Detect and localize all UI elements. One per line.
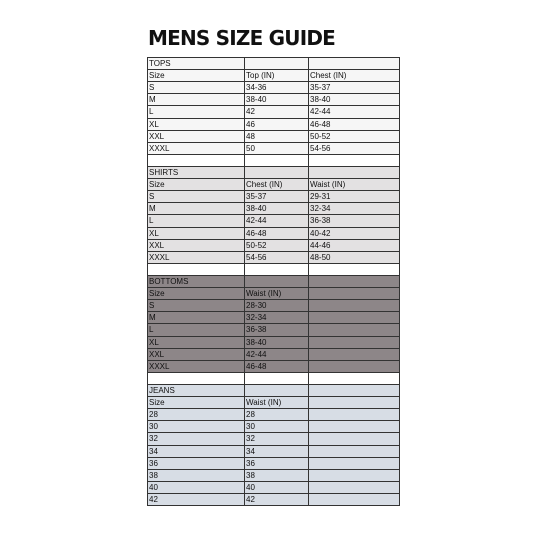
table-row: [148, 457, 400, 469]
column-header: Waist (IN): [245, 288, 309, 300]
table-cell: 40: [245, 481, 309, 493]
table-cell: 46: [245, 118, 309, 130]
table-row: [148, 445, 400, 457]
table-cell: L: [148, 215, 245, 227]
header-row-bottoms: [148, 288, 400, 300]
table-cell: L: [148, 106, 245, 118]
table-cell: 54-56: [245, 251, 309, 263]
table-cell: 38: [245, 469, 309, 481]
table-cell: 42: [245, 493, 309, 505]
table-cell: 34: [245, 445, 309, 457]
table-cell: XXXL: [148, 251, 245, 263]
table-cell: 32: [148, 433, 245, 445]
table-row: [148, 82, 400, 94]
column-header: Chest (IN): [245, 179, 309, 191]
spacer-row: [148, 263, 400, 275]
table-cell: XL: [148, 227, 245, 239]
header-row-tops: [148, 70, 400, 82]
table-cell: 35-37: [309, 82, 400, 94]
column-header: Size: [148, 397, 245, 409]
table-cell: 30: [245, 421, 309, 433]
table-cell: 38-40: [245, 203, 309, 215]
table-row: [148, 215, 400, 227]
table-cell: 42: [245, 106, 309, 118]
table-cell: 38-40: [245, 336, 309, 348]
table-cell: [309, 421, 400, 433]
table-cell: 28-30: [245, 300, 309, 312]
table-cell: 32-34: [245, 312, 309, 324]
table-cell: S: [148, 191, 245, 203]
table-cell: 40: [148, 481, 245, 493]
table-cell: 46-48: [245, 227, 309, 239]
table-cell: [309, 469, 400, 481]
table-row: [148, 203, 400, 215]
table-row: [148, 409, 400, 421]
spacer-row: [148, 154, 400, 166]
section-title-row-shirts: [148, 166, 400, 178]
table-cell: [309, 336, 400, 348]
table-cell: 46-48: [245, 360, 309, 372]
size-guide-table: [147, 57, 400, 506]
column-header: Size: [148, 179, 245, 191]
table-cell: 48: [245, 130, 309, 142]
table-cell: 32-34: [309, 203, 400, 215]
table-cell: 42: [148, 493, 245, 505]
table-row: [148, 348, 400, 360]
spacer-row: [148, 372, 400, 384]
section-title-row-jeans: [148, 384, 400, 396]
section-title-shirts: SHIRTS: [148, 166, 245, 178]
table-cell: 46-48: [309, 118, 400, 130]
table-cell: XL: [148, 336, 245, 348]
table-row: [148, 493, 400, 505]
column-header: Chest (IN): [309, 70, 400, 82]
table-row: [148, 142, 400, 154]
header-row-jeans: [148, 397, 400, 409]
table-cell: XXXL: [148, 360, 245, 372]
table-cell: 54-56: [309, 142, 400, 154]
table-cell: 38-40: [245, 94, 309, 106]
table-cell: XXL: [148, 348, 245, 360]
table-row: [148, 239, 400, 251]
table-cell: [309, 312, 400, 324]
table-row: [148, 481, 400, 493]
table-row: [148, 106, 400, 118]
table-row: [148, 94, 400, 106]
table-row: [148, 130, 400, 142]
table-cell: 29-31: [309, 191, 400, 203]
table-cell: 50-52: [245, 239, 309, 251]
size-guide-body: [148, 58, 400, 506]
column-header: Top (IN): [245, 70, 309, 82]
table-row: [148, 118, 400, 130]
table-row: [148, 433, 400, 445]
table-row: [148, 324, 400, 336]
section-title-jeans: JEANS: [148, 384, 245, 396]
table-cell: 34: [148, 445, 245, 457]
section-title-tops: TOPS: [148, 58, 245, 70]
table-row: [148, 336, 400, 348]
table-row: [148, 227, 400, 239]
table-cell: 36-38: [245, 324, 309, 336]
table-cell: 35-37: [245, 191, 309, 203]
column-header: [309, 288, 400, 300]
section-title-bottoms: BOTTOMS: [148, 275, 245, 287]
table-cell: 36-38: [309, 215, 400, 227]
section-title-row-bottoms: [148, 275, 400, 287]
table-cell: 44-46: [309, 239, 400, 251]
table-cell: 36: [148, 457, 245, 469]
column-header: [309, 397, 400, 409]
table-cell: 32: [245, 433, 309, 445]
table-cell: L: [148, 324, 245, 336]
table-cell: [309, 493, 400, 505]
table-cell: XXXL: [148, 142, 245, 154]
table-cell: XXL: [148, 130, 245, 142]
table-cell: 34-36: [245, 82, 309, 94]
header-row-shirts: [148, 179, 400, 191]
table-cell: [309, 445, 400, 457]
column-header: Size: [148, 288, 245, 300]
table-cell: XL: [148, 118, 245, 130]
column-header: Waist (IN): [309, 179, 400, 191]
table-cell: 42-44: [245, 348, 309, 360]
table-cell: 50-52: [309, 130, 400, 142]
table-row: [148, 251, 400, 263]
table-cell: 38: [148, 469, 245, 481]
table-row: [148, 360, 400, 372]
table-cell: 36: [245, 457, 309, 469]
section-title-row-tops: [148, 58, 400, 70]
table-cell: [309, 348, 400, 360]
page-title: MENS SIZE GUIDE: [148, 26, 336, 50]
table-row: [148, 300, 400, 312]
table-cell: [309, 481, 400, 493]
table-cell: 28: [245, 409, 309, 421]
table-cell: [309, 360, 400, 372]
table-cell: [309, 457, 400, 469]
table-cell: XXL: [148, 239, 245, 251]
table-cell: [309, 433, 400, 445]
table-cell: [309, 409, 400, 421]
table-cell: 42-44: [245, 215, 309, 227]
table-cell: 40-42: [309, 227, 400, 239]
table-row: [148, 191, 400, 203]
table-cell: 42-44: [309, 106, 400, 118]
table-cell: S: [148, 300, 245, 312]
column-header: Size: [148, 70, 245, 82]
table-cell: [309, 324, 400, 336]
table-row: [148, 312, 400, 324]
table-cell: 28: [148, 409, 245, 421]
table-cell: M: [148, 94, 245, 106]
table-cell: 38-40: [309, 94, 400, 106]
table-cell: M: [148, 203, 245, 215]
table-row: [148, 421, 400, 433]
table-cell: 50: [245, 142, 309, 154]
table-cell: M: [148, 312, 245, 324]
table-cell: 30: [148, 421, 245, 433]
table-row: [148, 469, 400, 481]
column-header: Waist (IN): [245, 397, 309, 409]
table-cell: S: [148, 82, 245, 94]
table-cell: [309, 300, 400, 312]
table-cell: 48-50: [309, 251, 400, 263]
